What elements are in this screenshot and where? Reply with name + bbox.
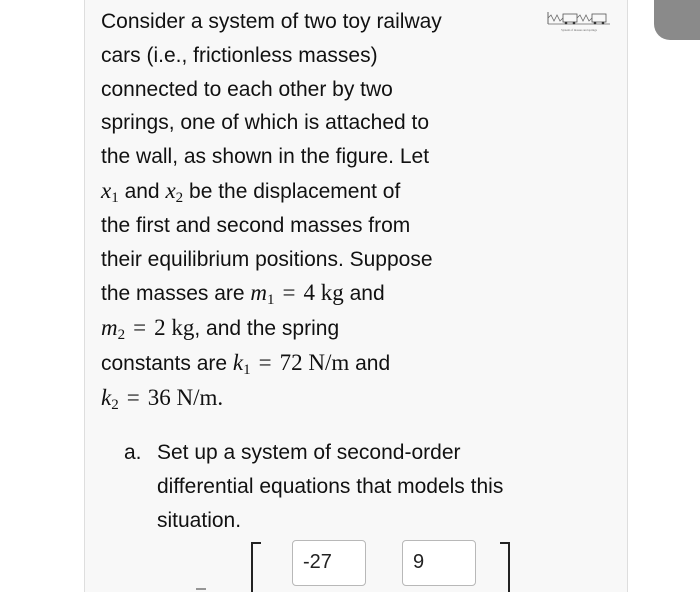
math-m2: $m_2 = 2$ kg	[101, 315, 195, 344]
math-k1: $k_1 = 72$ N/m	[232, 349, 350, 378]
matrix-cell-input[interactable]: -27	[292, 540, 366, 586]
figure-caption: System of masses and springs	[561, 28, 597, 32]
springs-diagram	[546, 10, 612, 28]
math-x1: $x_1$	[101, 177, 119, 206]
matrix-left-bracket	[251, 542, 261, 592]
math-m1: $m_1 = 4$ kg	[250, 280, 344, 309]
problem-line: springs, one of which is attached to	[101, 111, 430, 135]
problem-line: $m_2 = 2$ kg, and the spring	[101, 315, 340, 344]
part-a-line: Set up a system of second-order	[157, 441, 461, 464]
problem-line: constants are $k_1 = 72$ N/m and	[101, 349, 391, 378]
problem-line: the masses are $m_1 = 4$ kg and	[101, 280, 385, 309]
part-a-line: differential equations that models this	[157, 474, 504, 498]
problem-line: Consider a system of two toy railway	[101, 10, 442, 33]
problem-line: $x_1$ and $x_2$ be the displacement of	[101, 177, 401, 206]
problem-line: their equilibrium positions. Suppose	[101, 247, 433, 271]
part-a-text	[157, 436, 503, 537]
problem-line	[101, 381, 521, 416]
part-a-line: situation.	[157, 508, 242, 532]
cut-off-glyph	[196, 588, 206, 590]
corner-tab[interactable]	[654, 0, 700, 40]
springs-figure[interactable]	[546, 10, 612, 36]
problem-text	[101, 5, 521, 416]
problem-line: cars (i.e., frictionless masses)	[101, 43, 378, 67]
matrix-right-bracket	[500, 542, 510, 592]
math-x2: $x_2$	[165, 177, 184, 206]
math-k2: $k_2 = 36$ N/m.	[101, 384, 224, 413]
problem-line: connected to each other by two	[101, 77, 393, 101]
matrix-cell-input[interactable]: 9	[402, 540, 476, 586]
problem-line: the first and second masses from	[101, 213, 411, 237]
problem-line: the wall, as shown in the figure. Let	[101, 145, 430, 169]
part-a-marker: a.	[124, 441, 142, 464]
